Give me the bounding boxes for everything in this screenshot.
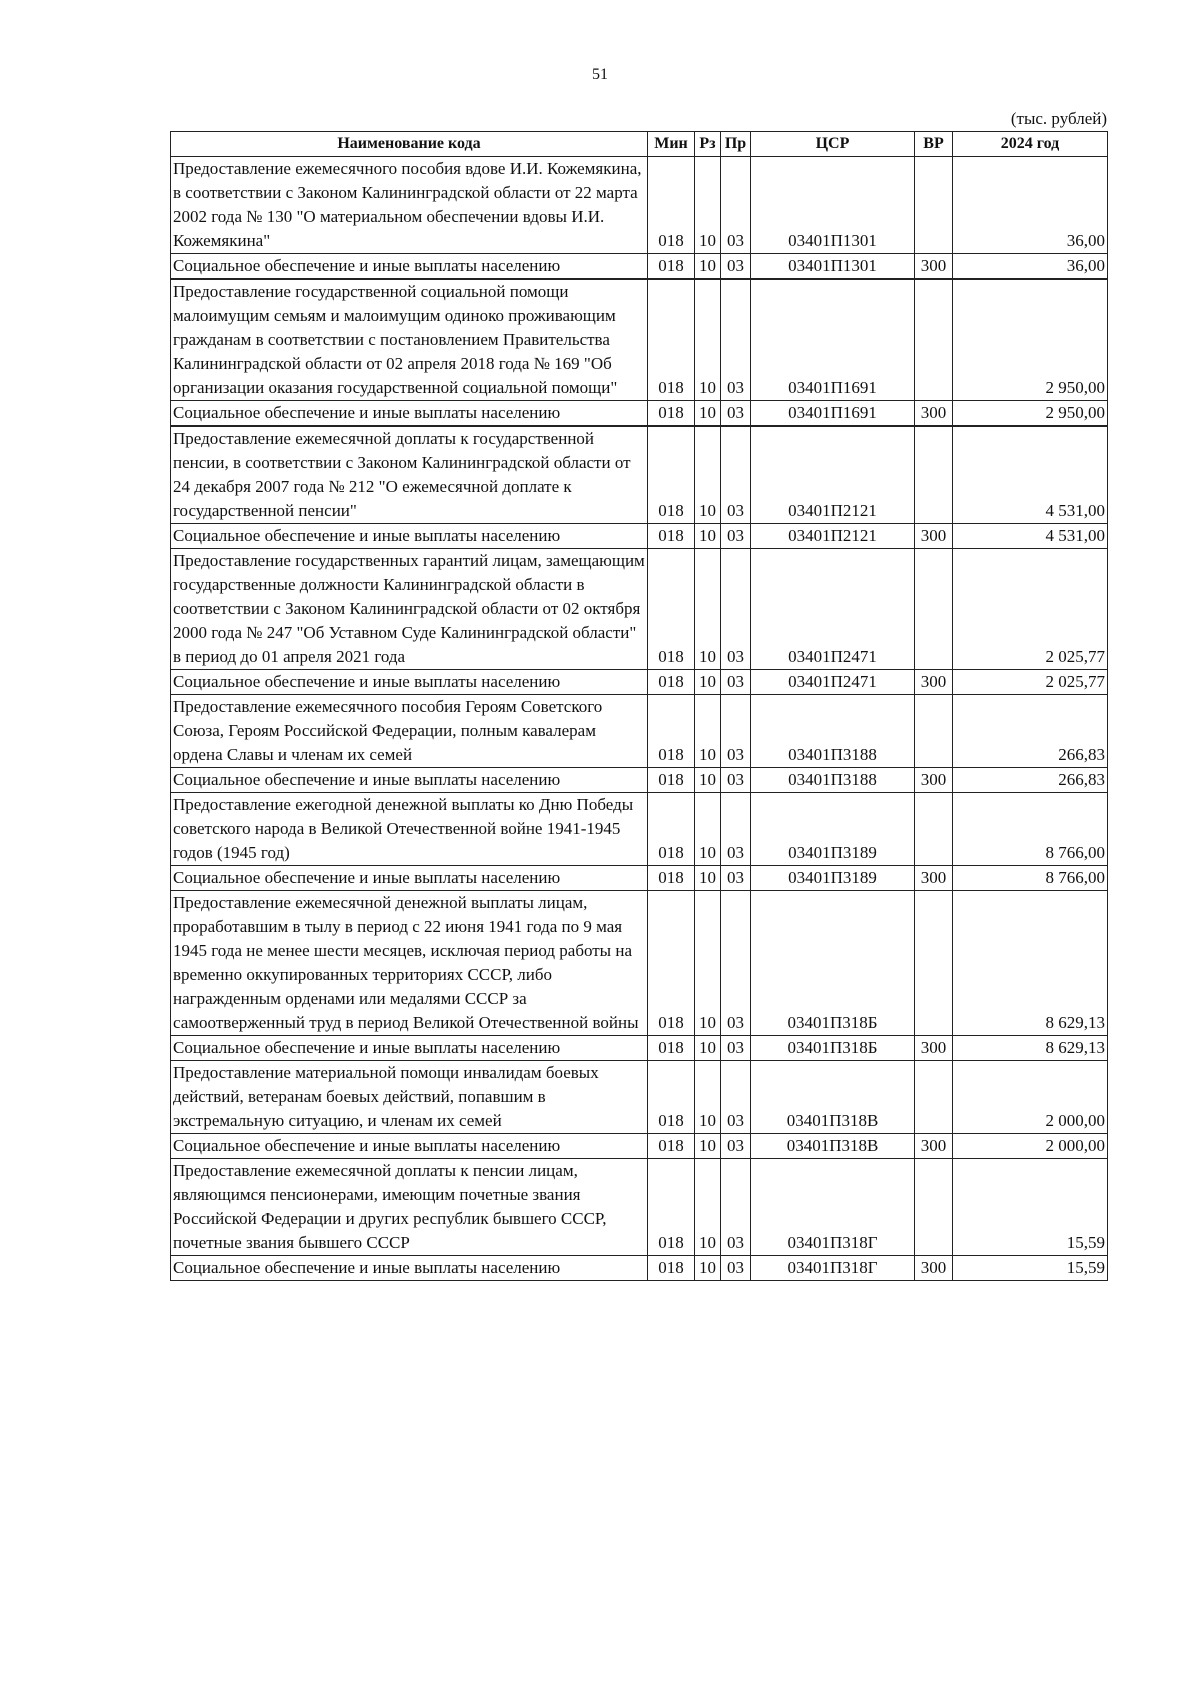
cell-amount: 4 531,00 [953,524,1108,549]
cell-pr: 03 [721,426,751,524]
cell-amount: 2 000,00 [953,1134,1108,1159]
table-row [171,426,1108,524]
cell-pr: 03 [721,891,751,1036]
cell-vr [915,695,953,768]
cell-min: 018 [648,524,695,549]
cell-name: Предоставление ежемесячного пособия Героям Советского Союза, Героям Российской Федерации, полным кавалерам ордена Славы и членам их семей [171,695,648,768]
cell-csr: 03401П2471 [751,549,915,670]
cell-amount: 2 000,00 [953,1061,1108,1134]
header-vr: ВР [915,132,953,157]
cell-vr [915,549,953,670]
cell-name: Предоставление ежемесячного пособия вдове И.И. Кожемякина, в соответствии с Законом Калининградской области от 22 марта 2002 года № 130 "О материальном обеспечении вдовы И.И. Кожемякина" [171,157,648,254]
cell-amount: 266,83 [953,768,1108,793]
cell-csr: 03401П318В [751,1134,915,1159]
cell-csr: 03401П3189 [751,793,915,866]
cell-min: 018 [648,891,695,1036]
cell-csr: 03401П2471 [751,670,915,695]
cell-pr: 03 [721,1256,751,1281]
cell-min: 018 [648,1134,695,1159]
header-name: Наименование кода [171,132,648,157]
cell-csr: 03401П1691 [751,401,915,427]
cell-name: Социальное обеспечение и иные выплаты населению [171,1134,648,1159]
header-csr: ЦСР [751,132,915,157]
cell-rz: 10 [695,1256,721,1281]
table-row [171,670,1108,695]
cell-name: Социальное обеспечение и иные выплаты населению [171,768,648,793]
cell-amount: 8 629,13 [953,891,1108,1036]
table-row [171,524,1108,549]
cell-pr: 03 [721,866,751,891]
table-row [171,401,1108,427]
table-row [171,549,1108,670]
cell-amount: 8 629,13 [953,1036,1108,1061]
cell-pr: 03 [721,549,751,670]
cell-rz: 10 [695,254,721,280]
cell-min: 018 [648,254,695,280]
header-row [171,132,1108,157]
table-row [171,1036,1108,1061]
cell-csr: 03401П3188 [751,768,915,793]
cell-name: Социальное обеспечение и иные выплаты населению [171,1036,648,1061]
cell-name: Предоставление ежегодной денежной выплаты ко Дню Победы советского народа в Великой Отечественной войне 1941-1945 годов (1945 год) [171,793,648,866]
table-row [171,1061,1108,1134]
cell-csr: 03401П318Б [751,891,915,1036]
cell-amount: 36,00 [953,254,1108,280]
cell-min: 018 [648,793,695,866]
cell-vr: 300 [915,670,953,695]
cell-rz: 10 [695,1061,721,1134]
cell-pr: 03 [721,254,751,280]
cell-rz: 10 [695,524,721,549]
page-number: 51 [592,66,608,83]
cell-rz: 10 [695,1159,721,1256]
cell-rz: 10 [695,695,721,768]
cell-rz: 10 [695,157,721,254]
cell-amount: 36,00 [953,157,1108,254]
cell-vr: 300 [915,1256,953,1281]
cell-name: Социальное обеспечение и иные выплаты населению [171,401,648,427]
cell-csr: 03401П2121 [751,426,915,524]
cell-amount: 2 025,77 [953,670,1108,695]
cell-pr: 03 [721,695,751,768]
cell-rz: 10 [695,279,721,401]
cell-min: 018 [648,279,695,401]
cell-vr [915,793,953,866]
cell-amount: 8 766,00 [953,866,1108,891]
cell-vr: 300 [915,401,953,427]
cell-min: 018 [648,426,695,524]
cell-amount: 2 025,77 [953,549,1108,670]
cell-vr: 300 [915,1134,953,1159]
cell-pr: 03 [721,1061,751,1134]
cell-csr: 03401П318Б [751,1036,915,1061]
cell-rz: 10 [695,401,721,427]
cell-amount: 15,59 [953,1256,1108,1281]
cell-vr: 300 [915,1036,953,1061]
cell-vr: 300 [915,254,953,280]
cell-rz: 10 [695,891,721,1036]
cell-min: 018 [648,670,695,695]
table-row [171,1134,1108,1159]
cell-name: Предоставление материальной помощи инвалидам боевых действий, ветеранам боевых действий, попавшим в экстремальную ситуацию, и членам их семей [171,1061,648,1134]
table-row [171,1159,1108,1256]
cell-amount: 4 531,00 [953,426,1108,524]
cell-name: Предоставление ежемесячной денежной выплаты лицам, проработавшим в тылу в период с 22 июня 1941 года по 9 мая 1945 года не менее шести месяцев, исключая период работы на временно оккупированных территориях СССР, либо награжденным орденами или медалями СССР за самоотверженный труд в период Великой Отечественной войны [171,891,648,1036]
cell-name: Социальное обеспечение и иные выплаты населению [171,866,648,891]
cell-pr: 03 [721,1159,751,1256]
table-row [171,279,1108,401]
cell-csr: 03401П1301 [751,254,915,280]
cell-name: Предоставление государственной социальной помощи малоимущим семьям и малоимущим одиноко проживающим гражданам в соответствии с постановлением Правительства Калининградской области от 02 апреля 2018 года № 169 "Об организации оказания государственной социальной помощи" [171,279,648,401]
cell-name: Предоставление государственных гарантий лицам, замещающим государственные должности Калининградской области в соответствии с Законом Калининградской области от 02 октября 2000 года № 247 "Об Уставном Суде Калининградской области" в период до 01 апреля 2021 года [171,549,648,670]
table-row [171,866,1108,891]
cell-csr: 03401П318Г [751,1256,915,1281]
cell-min: 018 [648,157,695,254]
cell-csr: 03401П1691 [751,279,915,401]
cell-vr [915,157,953,254]
cell-csr: 03401П318Г [751,1159,915,1256]
table-row [171,891,1108,1036]
cell-vr [915,1061,953,1134]
cell-pr: 03 [721,279,751,401]
cell-min: 018 [648,1159,695,1256]
units-label: (тыс. рублей) [1010,109,1107,128]
header-pr: Пр [721,132,751,157]
cell-min: 018 [648,866,695,891]
cell-rz: 10 [695,549,721,670]
cell-csr: 03401П2121 [751,524,915,549]
cell-min: 018 [648,1036,695,1061]
cell-pr: 03 [721,1036,751,1061]
cell-vr [915,1159,953,1256]
cell-rz: 10 [695,670,721,695]
cell-vr: 300 [915,768,953,793]
cell-pr: 03 [721,768,751,793]
cell-rz: 10 [695,426,721,524]
cell-rz: 10 [695,768,721,793]
cell-rz: 10 [695,1036,721,1061]
cell-vr [915,279,953,401]
cell-pr: 03 [721,401,751,427]
cell-min: 018 [648,695,695,768]
cell-csr: 03401П318В [751,1061,915,1134]
table-row [171,768,1108,793]
cell-name: Социальное обеспечение и иные выплаты населению [171,524,648,549]
cell-rz: 10 [695,1134,721,1159]
cell-amount: 15,59 [953,1159,1108,1256]
cell-csr: 03401П3189 [751,866,915,891]
cell-vr: 300 [915,866,953,891]
cell-rz: 10 [695,866,721,891]
cell-rz: 10 [695,793,721,866]
cell-pr: 03 [721,1134,751,1159]
cell-name: Социальное обеспечение и иные выплаты населению [171,1256,648,1281]
cell-amount: 8 766,00 [953,793,1108,866]
cell-vr [915,891,953,1036]
cell-vr [915,426,953,524]
cell-csr: 03401П3188 [751,695,915,768]
cell-vr: 300 [915,524,953,549]
cell-min: 018 [648,768,695,793]
cell-pr: 03 [721,524,751,549]
cell-pr: 03 [721,670,751,695]
cell-name: Предоставление ежемесячной доплаты к пенсии лицам, являющимся пенсионерами, имеющим почетные звания Российской Федерации и других республик бывшего СССР, почетные звания бывшего СССР [171,1159,648,1256]
cell-amount: 266,83 [953,695,1108,768]
table-row [171,254,1108,280]
cell-min: 018 [648,1061,695,1134]
header-min: Мин [648,132,695,157]
header-rz: Рз [695,132,721,157]
cell-name: Предоставление ежемесячной доплаты к государственной пенсии, в соответствии с Законом Калининградской области от 24 декабря 2007 года № 212 "О ежемесячной доплате к государственной пенсии" [171,426,648,524]
cell-amount: 2 950,00 [953,401,1108,427]
cell-name: Социальное обеспечение и иные выплаты населению [171,254,648,280]
cell-pr: 03 [721,157,751,254]
cell-csr: 03401П1301 [751,157,915,254]
cell-pr: 03 [721,793,751,866]
budget-table [170,131,1108,1281]
cell-amount: 2 950,00 [953,279,1108,401]
table-row [171,793,1108,866]
table-row [171,157,1108,254]
cell-min: 018 [648,549,695,670]
table-row [171,695,1108,768]
header-year: 2024 год [953,132,1108,157]
cell-min: 018 [648,401,695,427]
table-row [171,1256,1108,1281]
cell-min: 018 [648,1256,695,1281]
cell-name: Социальное обеспечение и иные выплаты населению [171,670,648,695]
